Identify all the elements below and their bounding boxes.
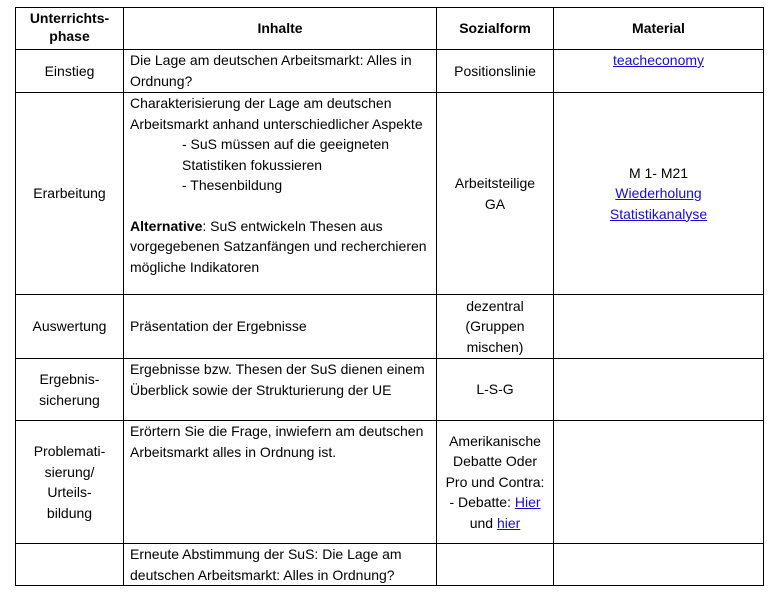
material-cell [554, 421, 764, 544]
content-cell [124, 93, 437, 295]
social-cell [437, 421, 554, 544]
teacheconomy-link[interactable]: teacheconomy [612, 52, 705, 68]
lesson-plan-table [15, 7, 764, 586]
table-row-auswertung [16, 295, 764, 359]
debate-and: und [469, 514, 497, 531]
alternative-body: : SuS entwickeln Thesen aus vorgegebenen Satzanfängen und recherchieren mögliche Indikatoren [130, 217, 427, 275]
content-cell: Erneute Abstimmung der SuS: Die Lage am deutschen Arbeitsmarkt: Alles in Ordnung? [124, 544, 437, 586]
phase-cell [16, 544, 124, 586]
material-text: M 1- M21 [628, 164, 689, 181]
bullet-item: - Thesenbildung [182, 177, 283, 193]
table-row-ergebnissicherung [16, 359, 764, 421]
phase-cell: Ergebnis- sicherung [16, 359, 124, 421]
material-cell [554, 93, 764, 295]
social-cell: dezentral (Gruppen mischen) [437, 295, 554, 359]
header-phase: Unterrichts- phase [16, 8, 124, 50]
alternative-label: Alternative [130, 217, 203, 234]
table-row-abstimmung [16, 544, 764, 586]
header-social: Sozialform [437, 8, 554, 50]
material-cell [554, 50, 764, 93]
bullet-item: - SuS müssen auf die geeigneten Statistiken fokussieren [182, 136, 390, 173]
table-row-erarbeitung [16, 93, 764, 295]
content-cell: Erörtern Sie die Frage, inwiefern am deutschen Arbeitsmarkt alles in Ordnung ist. [124, 421, 437, 544]
social-cell: L-S-G [437, 359, 554, 421]
phase-cell: Einstieg [16, 50, 124, 93]
content-cell: Präsentation der Ergebnisse [124, 295, 437, 359]
material-cell [554, 295, 764, 359]
phase-cell: Erarbeitung [16, 93, 124, 295]
phase-cell: Auswertung [16, 295, 124, 359]
debate-link-hier-1[interactable]: Hier [514, 494, 541, 511]
content-cell: Ergebnisse bzw. Thesen der SuS dienen einem Überblick sowie der Strukturierung der UE [124, 359, 437, 421]
wiederholung-statistikanalyse-link[interactable]: Wiederholung Statistikanalyse [609, 185, 708, 222]
header-content: Inhalte [124, 8, 437, 50]
table-row-einstieg [16, 50, 764, 93]
content-cell: Die Lage am deutschen Arbeitsmarkt: Alles in Ordnung? [124, 50, 437, 93]
material-cell [554, 544, 764, 586]
social-cell: Arbeitsteilige GA [437, 93, 554, 295]
phase-cell: Problemati- sierung/ Urteils- bildung [16, 421, 124, 544]
alternative-text [130, 216, 430, 278]
social-cell: Positionslinie [437, 50, 554, 93]
header-material: Material [554, 8, 764, 50]
table-row-problematisierung [16, 421, 764, 544]
social-cell [437, 544, 554, 586]
header-row [16, 8, 764, 50]
debate-link-hier-2[interactable]: hier [496, 514, 521, 531]
material-cell [554, 359, 764, 421]
debate-text: Amerikanische Debatte Oder Pro und Contra: - Debatte: [445, 432, 545, 511]
content-intro: Charakterisierung der Lage am deutschen Arbeitsmarkt anhand unterschiedlicher Aspekte [130, 95, 423, 132]
